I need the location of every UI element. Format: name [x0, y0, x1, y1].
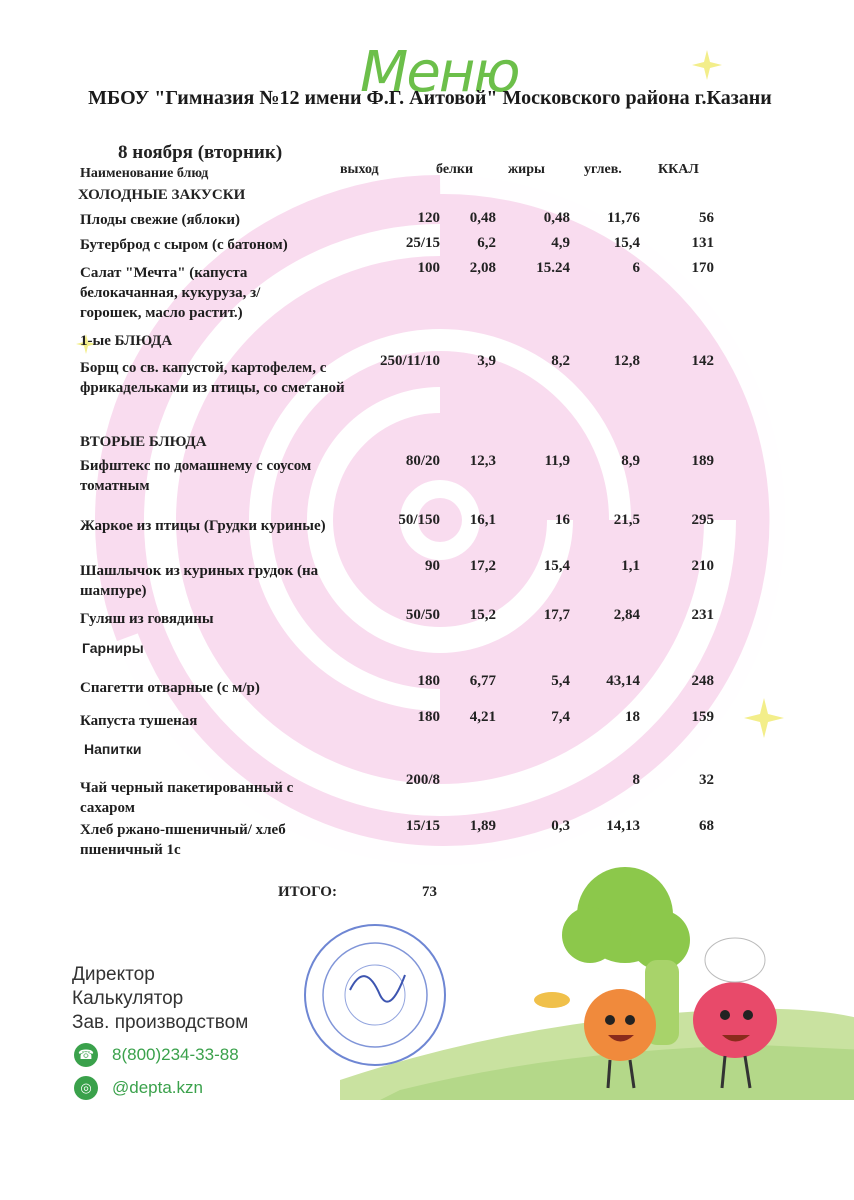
dish-carbs: 2,84	[613, 607, 640, 623]
dish-protein: 0,48	[469, 210, 496, 226]
dish-carbs: 43,14	[606, 673, 640, 689]
dish-fat: 0,48	[543, 210, 570, 226]
dish-name: Капуста тушеная	[80, 713, 198, 729]
dish-name: Салат "Мечта" (капуста белокачанная, кукуруза, з/горошек, масло растит.)	[80, 265, 261, 321]
dish-protein: 12,3	[469, 453, 496, 469]
dish-carbs: 11,76	[607, 210, 640, 226]
dish-protein: 16,1	[469, 512, 496, 528]
dish-kcal: 56	[699, 210, 714, 226]
dish-kcal: 32	[699, 772, 714, 788]
section-second: ВТОРЫЕ БЛЮДА	[80, 434, 207, 450]
dish-fat: 15.24	[536, 260, 570, 276]
header-name: Наименование блюд	[80, 166, 209, 181]
dish-kcal: 131	[691, 235, 714, 251]
dish-carbs: 8,9	[621, 453, 640, 469]
header-protein: белки	[436, 162, 474, 177]
dish-name: Гуляш из говядины	[80, 611, 214, 627]
dish-carbs: 18	[625, 709, 640, 725]
dish-kcal: 189	[691, 453, 714, 469]
header-kcal: ККАЛ	[658, 162, 699, 177]
dish-kcal: 295	[691, 512, 714, 528]
sparkle-icon	[692, 50, 722, 80]
dish-fat: 16	[555, 512, 570, 528]
dish-protein: 2,08	[469, 260, 496, 276]
dish-name: Бифштекс по домашнему с соусом томатным	[80, 458, 312, 494]
dish-protein: 15,2	[469, 607, 496, 623]
school-name: МБОУ "Гимназия №12 имени Ф.Г. Аитовой" Московского района г.Казани	[88, 87, 772, 109]
dish-protein: 17,2	[469, 558, 496, 574]
dish-output: 250/11/10	[379, 353, 440, 369]
dish-carbs: 6	[632, 260, 640, 276]
dish-kcal: 142	[691, 353, 714, 369]
dish-output: 100	[417, 260, 440, 276]
dish-name: Шашлычок из куриных грудок (на шампуре)	[80, 563, 319, 599]
dish-output: 15/15	[405, 818, 440, 834]
dish-carbs: 21,5	[613, 512, 640, 528]
phone-icon: ☎	[74, 1043, 98, 1067]
dish-output: 120	[417, 210, 440, 226]
dish-fat: 0,3	[551, 818, 570, 834]
dish-output: 200/8	[405, 772, 440, 788]
dish-output: 180	[417, 709, 440, 725]
footer-calculator: Калькулятор	[72, 988, 184, 1009]
header-output: выход	[340, 162, 379, 177]
dish-fat: 15,4	[543, 558, 570, 574]
dish-name: Чай черный пакетированный с сахаром	[80, 780, 294, 816]
dish-name: Борщ со св. капустой, картофелем, с фрикадельками из птицы, со сметаной	[80, 360, 345, 396]
dish-kcal: 210	[691, 558, 714, 574]
dish-output: 180	[417, 673, 440, 689]
dish-fat: 17,7	[543, 607, 570, 623]
dish-carbs: 14,13	[606, 818, 640, 834]
instagram-text: @depta.kzn	[112, 1078, 203, 1097]
dish-name: Бутерброд с сыром (с батоном)	[80, 237, 288, 253]
dish-output: 50/150	[398, 512, 440, 528]
dish-carbs: 8	[632, 772, 640, 788]
footer-production: Зав. производством	[72, 1012, 249, 1033]
contact-instagram[interactable]	[74, 1076, 203, 1100]
dish-name: Плоды свежие (яблоки)	[80, 212, 240, 228]
phone-text: 8(800)234-33-88	[112, 1045, 239, 1064]
section-garnish: Гарниры	[82, 640, 144, 656]
dish-kcal: 248	[691, 673, 714, 689]
dish-kcal: 68	[699, 818, 714, 834]
dish-fat: 11,9	[544, 453, 570, 469]
dish-name: Спагетти отварные (с м/р)	[80, 680, 260, 696]
section-cold: ХОЛОДНЫЕ ЗАКУСКИ	[78, 187, 246, 203]
dish-name: Жаркое из птицы (Грудки куриные)	[80, 518, 326, 534]
dish-output: 80/20	[405, 453, 440, 469]
dish-kcal: 170	[691, 260, 714, 276]
menu-logo: Меню	[360, 40, 519, 105]
section-drinks: Напитки	[84, 741, 142, 757]
dish-protein: 3,9	[477, 353, 496, 369]
dish-protein: 6,77	[469, 673, 496, 689]
header-fat: жиры	[508, 162, 545, 177]
total-value: 73	[422, 884, 437, 900]
dish-protein: 1,89	[469, 818, 496, 834]
vegetables-illustration	[530, 860, 790, 1090]
header-carbs: углев.	[584, 162, 622, 177]
dish-protein: 6,2	[477, 235, 496, 251]
dish-fat: 8,2	[551, 353, 570, 369]
instagram-icon: ◎	[74, 1076, 98, 1100]
dish-output: 90	[425, 558, 440, 574]
dish-carbs: 12,8	[613, 353, 640, 369]
dish-fat: 5,4	[551, 673, 570, 689]
dish-name: Хлеб ржано-пшеничный/ хлеб пшеничный 1с	[80, 822, 286, 858]
dish-fat: 4,9	[551, 235, 570, 251]
menu-date: 8 ноября (вторник)	[118, 142, 283, 163]
sparkle-icon	[744, 698, 784, 738]
footer-director: Директор	[72, 964, 155, 985]
dish-fat: 7,4	[551, 709, 570, 725]
official-stamp	[290, 920, 460, 1070]
dish-carbs: 1,1	[621, 558, 640, 574]
dish-kcal: 159	[691, 709, 714, 725]
dish-kcal: 231	[691, 607, 714, 623]
dish-protein: 4,21	[469, 709, 496, 725]
dish-carbs: 15,4	[613, 235, 640, 251]
contact-phone[interactable]	[74, 1043, 239, 1067]
section-first: 1-ые БЛЮДА	[80, 333, 173, 349]
total-label: ИТОГО:	[278, 884, 337, 900]
dish-output: 25/15	[405, 235, 440, 251]
dish-output: 50/50	[405, 607, 440, 623]
